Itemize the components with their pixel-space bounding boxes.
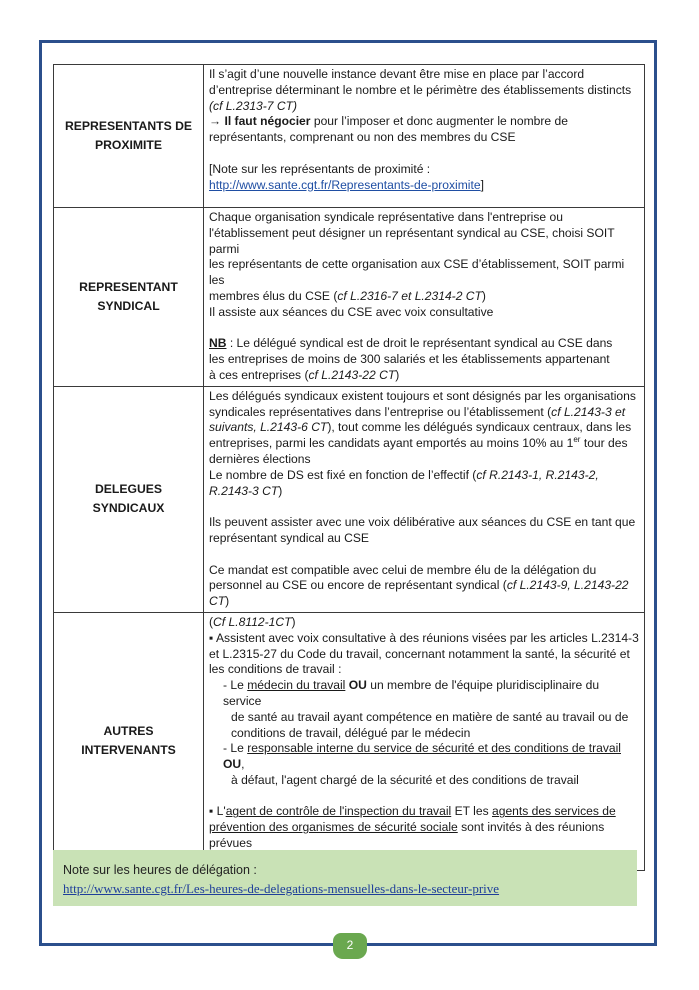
delegation-hours-link[interactable]: http://www.sante.cgt.fr/Les-heures-de-delegations-mensuelles-dans-le-secteur-prive — [63, 881, 500, 896]
delegation-hours-note — [53, 850, 637, 906]
row-label: AUTRES INTERVENANTS — [54, 612, 204, 870]
row-label: DELEGUES SYNDICAUX — [54, 386, 204, 612]
row-label: REPRESENTANTS DE PROXIMITE — [54, 65, 204, 208]
table-row-representants-proximite — [54, 65, 645, 208]
table-row-representant-syndical — [54, 208, 645, 387]
proximite-link[interactable]: http://www.sante.cgt.fr/Representants-de-proximite — [209, 177, 481, 192]
table-row-autres-intervenants — [54, 612, 645, 870]
roles-table — [53, 64, 645, 871]
row-content: Chaque organisation syndicale représentative dans l'entreprise ou l'établissement peut désigner un représentant syndical au CSE, choisi SOIT parmi les représentants de cette organisation aux CSE d’établissement, SOIT parmi les membres élus du CSE (cf L.2316-7 et L.2314-2 CT) Il assiste aux séances du CSE avec voix consultative NB : Le délégué syndical est de droit le représentant syndical au CSE dans les entreprises de moins de 300 salariés et les établissements appartenant à ces entreprises (cf L.2143-22 CT) — [204, 208, 645, 387]
nb-label: NB — [209, 336, 227, 351]
row-content: Il s’agit d’une nouvelle instance devant être mise en place par l’accord d’entreprise déterminant le nombre et le périmètre des établissements distincts (cf L.2313-7 CT) → Il faut négocier pour l’imposer et donc augmenter le nombre de représentants, comprenant ou non des membres du CSE [Note sur les représentants de proximité : http://www.sante.cgt.fr/Representants-de-proximite] — [204, 65, 645, 208]
row-content: (Cf L.8112-1CT) ▪ Assistent avec voix consultative à des réunions visées par les articles L.2314-3 et L.2315-27 du Code du travail, concernant notamment la santé, la sécurité et les conditions de travail : - Le médecin du travail OU un membre de l'équipe pluridisciplinaire du service de santé au travail ayant compétence en matière de santé au travail ou de conditions de travail, délégué par le médecin - Le responsable interne du service de sécurité et des conditions de travail OU, à défaut, l'agent chargé de la sécurité et des conditions de travail ▪ L'agent de contrôle de l'inspection du travail ET les agents des services de prévention des organismes de sécurité sociale sont invités à des réunions prévues — [204, 612, 645, 870]
table-row-delegues-syndicaux — [54, 386, 645, 612]
arrow-icon: → — [209, 114, 222, 129]
row-content: Les délégués syndicaux existent toujours et sont désignés par les organisations syndicales représentatives dans l’entreprise ou l’établissement (cf L.2143-3 et suivants, L.2143-6 CT), tout comme les délégués syndicaux centraux, dans les entreprises, parmi les candidats ayant emportés au moins 10% au 1er tour des dernières élections Le nombre de DS est fixé en fonction de l’effectif (cf R.2143-1, R.2143-2, R.2143-3 CT) Ils peuvent assister avec une voix délibérative aux séances du CSE en tant que représentant syndical au CSE Ce mandat est compatible avec celui de membre élu de la délégation du personnel au CSE ou encore de représentant syndical (cf L.2143-9, L.2143-22 CT) — [204, 386, 645, 612]
row-label: REPRESENTANT SYNDICAL — [54, 208, 204, 387]
page-number: 2 — [333, 933, 367, 959]
note-title: Note sur les heures de délégation : — [63, 863, 257, 877]
